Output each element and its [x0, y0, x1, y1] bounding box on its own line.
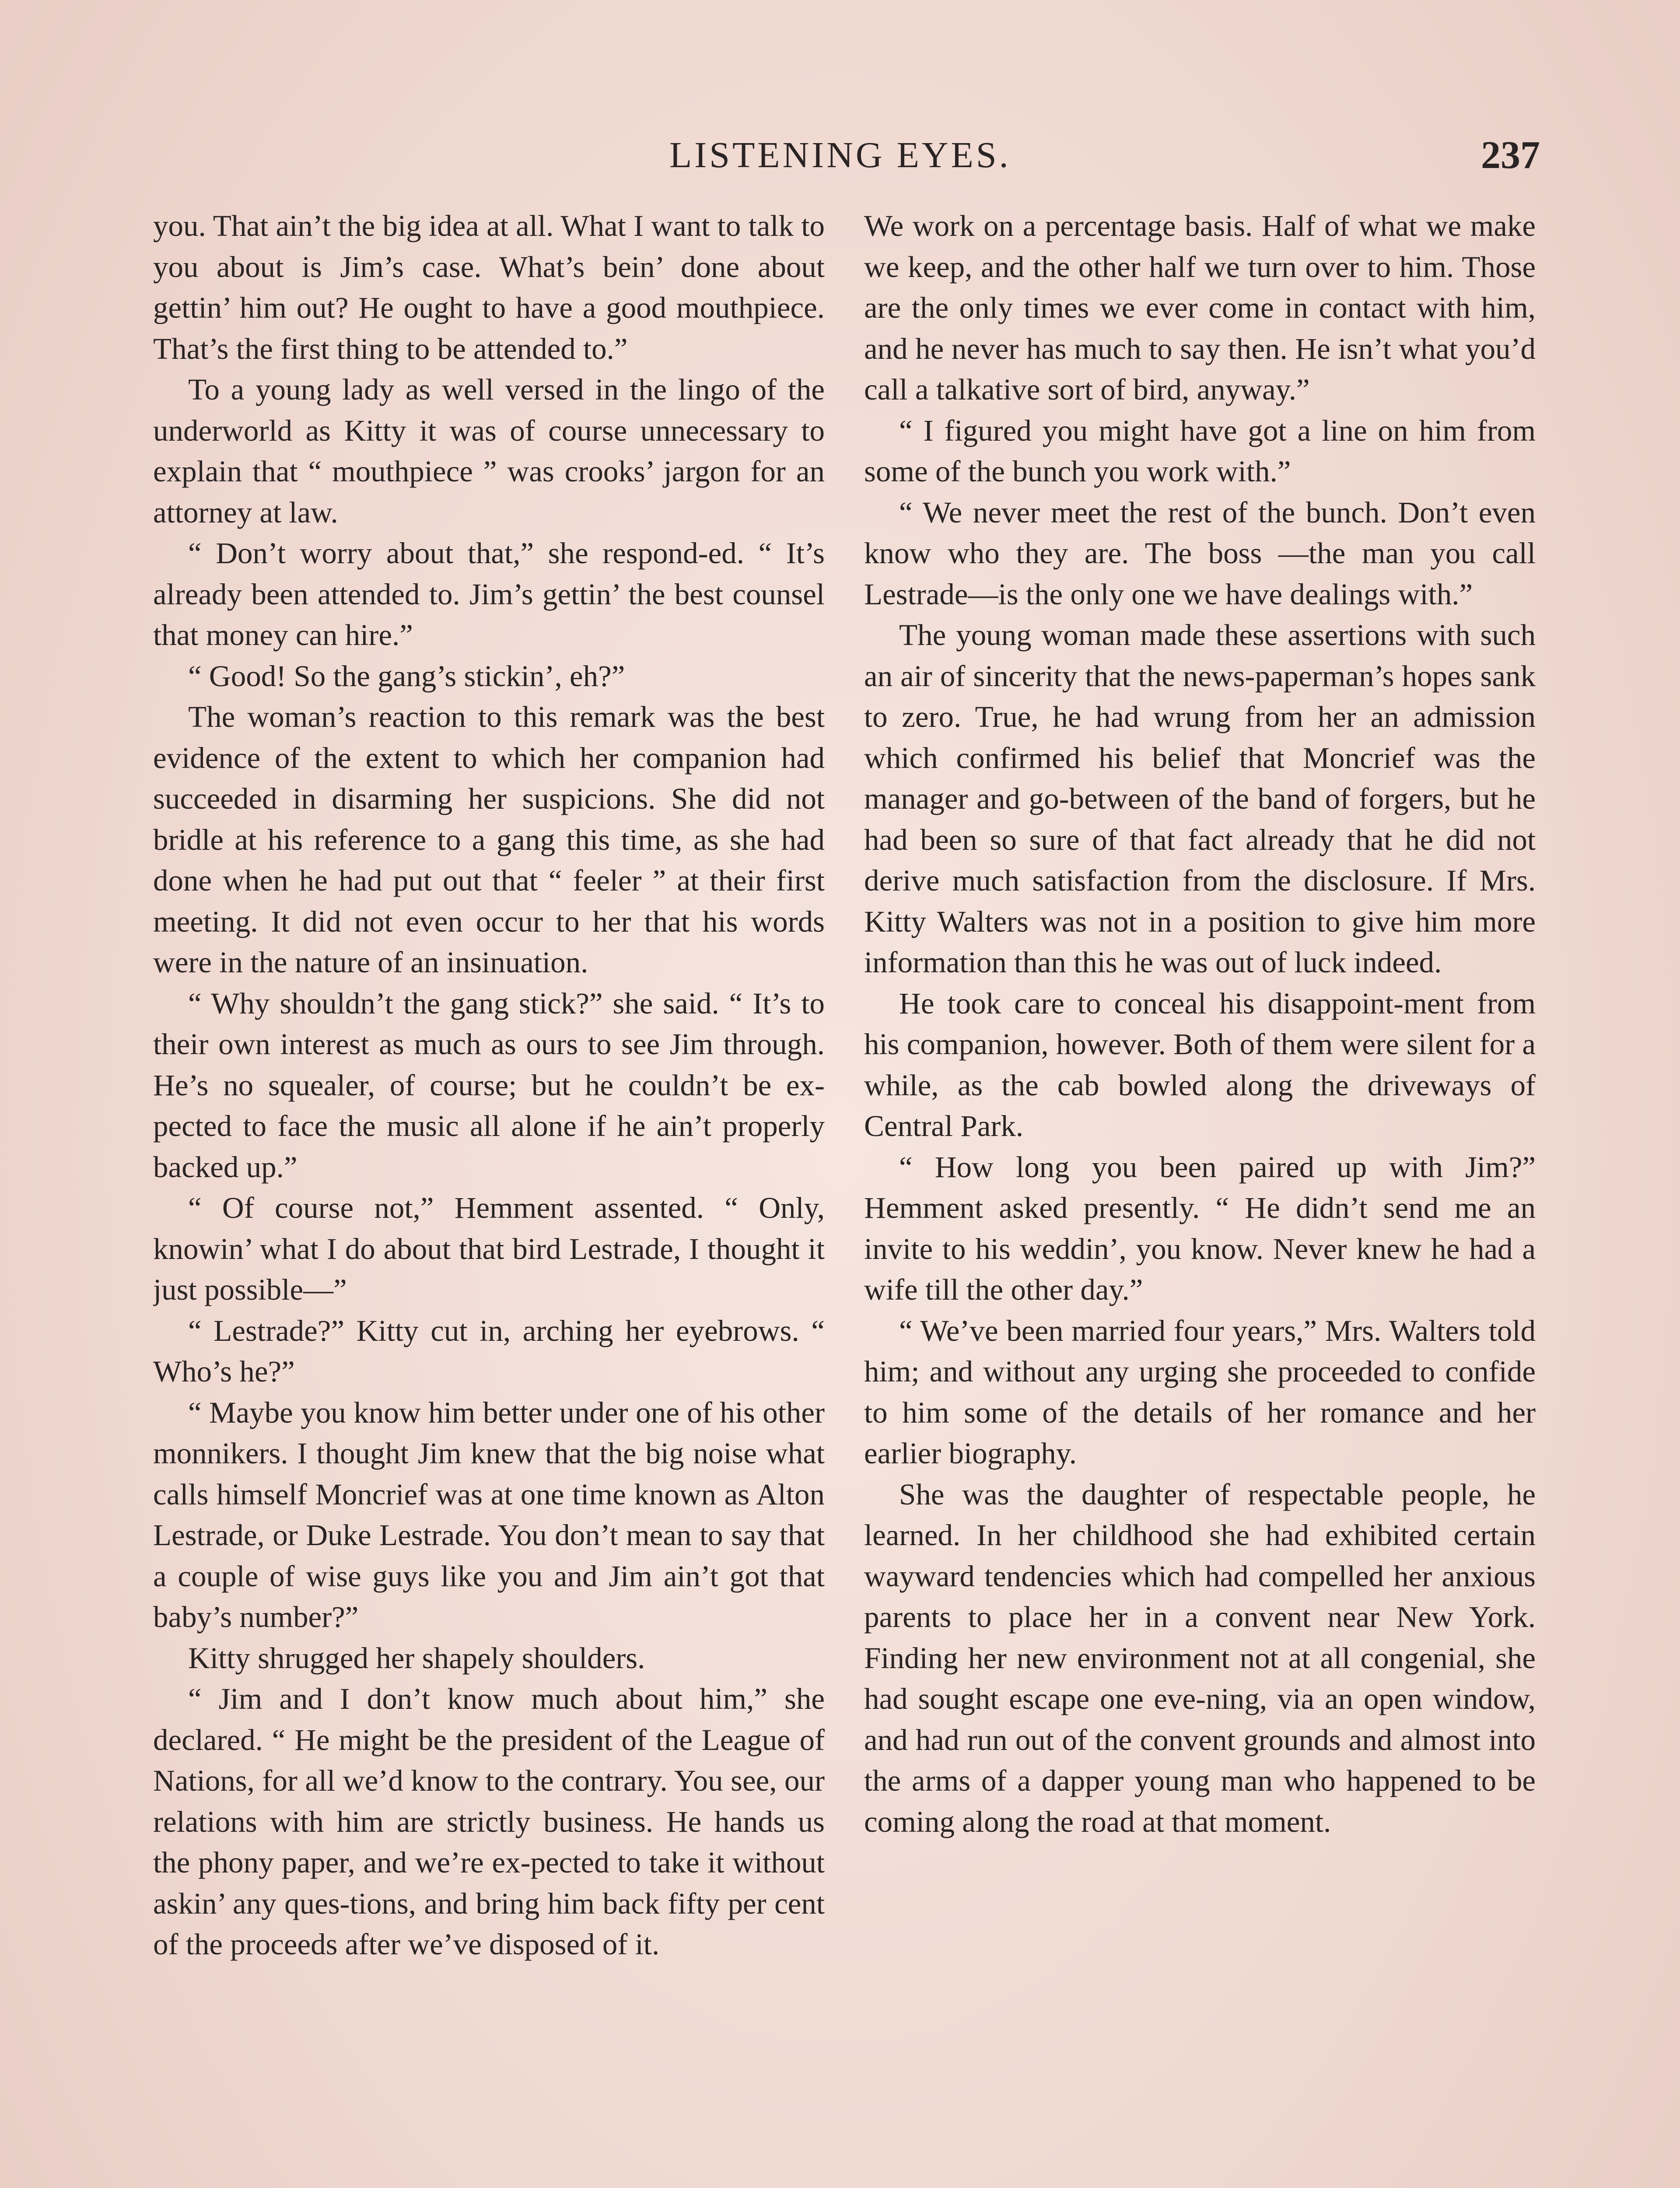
paragraph: “ Good! So the gang’s stickin’, eh?” — [188, 659, 625, 693]
running-title: LISTENING EYES. — [669, 135, 1011, 175]
paragraph: “ Maybe you know him better under one of his other monnikers. I thought Jim knew that the big noise what calls himself Moncrief was at one time known as Alton Lestrade, or Duke Lestrade. You don’t mean to say that a couple of wise guys like you and Jim ain’t got that baby’s number?” — [153, 1396, 825, 1634]
paragraph: Kitty shrugged her shapely shoulders. — [188, 1641, 645, 1675]
paragraph: “ I figured you might have got a line on him from some of the bunch you work with.” — [864, 414, 1536, 488]
paragraph: “ Lestrade?” Kitty cut in, arching her eyebrows. “ Who’s he?” — [153, 1314, 825, 1388]
paragraph: She was the daughter of respectable people, he learned. In her childhood she had exhibited certain wayward tendencies which had compelled her anxious parents to place her in a convent near New York. Finding her new environment not at all congenial, she had sought escape one eve-ning, via an open window, and had run out of the convent grounds and almost into the arms of a dapper young man who happened to be coming along the road at that moment. — [864, 1477, 1536, 1838]
left-column — [153, 206, 825, 2188]
paragraph: We work on a percentage basis. Half of what we make we keep, and the other half we turn over to him. Those are the only times we ever come in contact with him, and he never has much to say then. He isn’t what you’d call a talkative sort of bird, anyway.” — [864, 209, 1536, 406]
paragraph: “ Why shouldn’t the gang stick?” she said. “ It’s to their own interest as much as ours to see Jim through. He’s no squealer, of course; but he couldn’t be ex-pected to face the music all alone if he ain’t properly backed up.” — [153, 986, 825, 1184]
page-header — [0, 131, 1680, 179]
paragraph: “ We’ve been married four years,” Mrs. Walters told him; and without any urging she proceeded to confide to him some of the details of her romance and her earlier biography. — [864, 1314, 1536, 1470]
paragraph: To a young lady as well versed in the lingo of the underworld as Kitty it was of course unnecessary to explain that “ mouthpiece ” was crooks’ jargon for an attorney at law. — [153, 373, 825, 529]
paragraph: “ We never meet the rest of the bunch. Don’t even know who they are. The boss —the man you call Lestrade—is the only one we have dealings with.” — [864, 495, 1536, 611]
paragraph: “ How long you been paired up with Jim?” Hemment asked presently. “ He didn’t send me an invite to his weddin’, you know. Never knew he had a wife till the other day.” — [864, 1150, 1536, 1306]
page-number: 237 — [1481, 133, 1540, 177]
paragraph: “ Of course not,” Hemment assented. “ Only, knowin’ what I do about that bird Lestrade, I thought it just possible—” — [153, 1191, 825, 1306]
paragraph: The woman’s reaction to this remark was the best evidence of the extent to which her companion had succeeded in disarming her suspicions. She did not bridle at his reference to a gang this time, as she had done when he had put out that “ feeler ” at their first meeting. It did not even occur to her that his words were in the nature of an insinuation. — [153, 700, 825, 979]
paragraph: “ Jim and I don’t know much about him,” she declared. “ He might be the president of the League of Nations, for all we’d know to the contrary. You see, our relations with him are strictly business. He hands us the phony paper, and we’re ex-pected to take it without askin’ any ques-tions, and bring him back fifty per cent of the proceeds after we’ve disposed of it. — [153, 1682, 825, 1961]
paragraph: The young woman made these assertions with such an air of sincerity that the news-paperman’s hopes sank to zero. True, he had wrung from her an admission which confirmed his belief that Moncrief was the manager and go-between of the band of forgers, but he had been so sure of that fact already that he did not derive much satisfaction from the disclosure. If Mrs. Kitty Walters was not in a position to give him more information than this he was out of luck indeed. — [864, 618, 1536, 979]
text-columns — [153, 206, 1536, 2188]
paragraph: you. That ain’t the big idea at all. What I want to talk to you about is Jim’s case. What’s bein’ done about gettin’ him out? He ought to have a good mouthpiece. That’s the first thing to be attended to.” — [153, 209, 825, 365]
paragraph: He took care to conceal his disappoint-ment from his companion, however. Both of them were silent for a while, as the cab bowled along the driveways of Central Park. — [864, 986, 1536, 1143]
paragraph: “ Don’t worry about that,” she respond-ed. “ It’s already been attended to. Jim’s gettin’ the best counsel that money can hire.” — [153, 536, 825, 652]
right-column — [864, 206, 1536, 2188]
